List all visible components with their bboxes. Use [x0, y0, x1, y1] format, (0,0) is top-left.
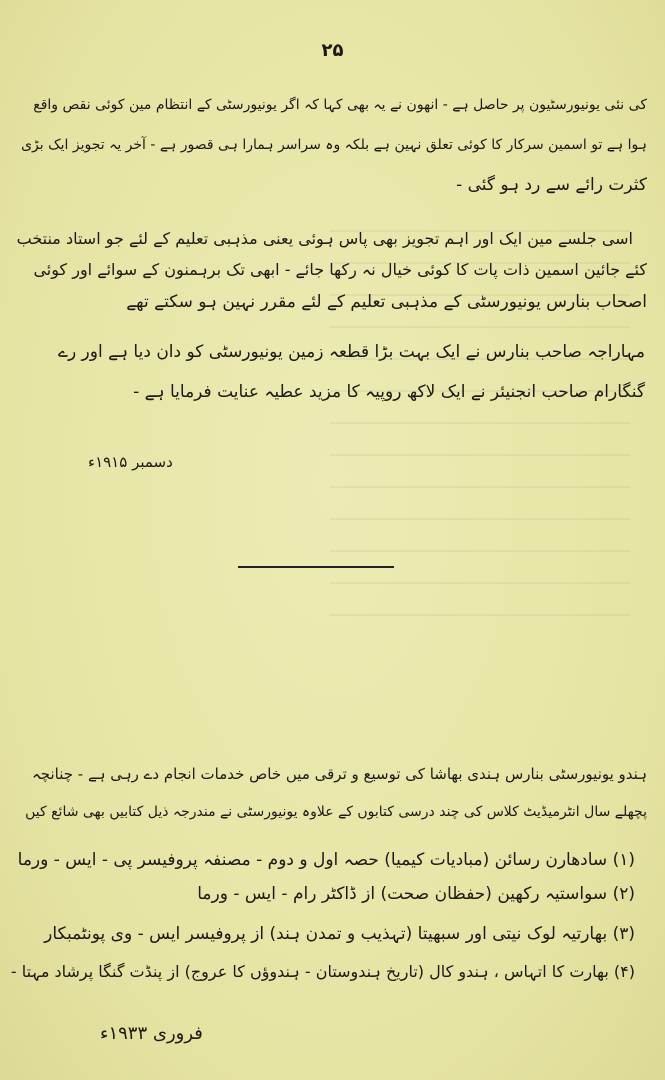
paragraph-line: مہاراجہ صاحب بنارس نے ایک بہت بڑا قطعہ زمین یونیورسٹی کو دان دیا ہے اور رے: [57, 342, 645, 362]
date-signature: فروری ۱۹۳۳ء: [100, 1023, 203, 1044]
paragraph-line: کی نئی یونیورسٹیون پر حاصل ہے - انھون نے یہ بھی کہا کہ اگر یونیورسٹی کے انتظام مین کوئی نقص واقع: [33, 97, 647, 113]
list-item: (۲) سواستیہ رکھین (حفظان صحت) از ڈاکٹر رام - ایس - ورما: [197, 884, 635, 904]
paragraph-line: اصحاب بنارس یونیورسٹی کے مذہبی تعلیم کے لئے مقرر نہین ہو سکتے تھے: [126, 292, 647, 312]
paragraph-line: کثرت رائے سے رد ہو گئی -: [456, 175, 647, 195]
paragraph-line: کئے جائین اسمین ذات پات کا کوئی خیال نہ رکھا جائے - ابھی تک برہمنون کے سوائے اور کوئی: [33, 260, 647, 279]
paragraph-line: ہوا ہے تو اسمین سرکار کا کوئی تعلق نہین ہے بلکہ وہ سراسر ہمارا ہی قصور ہے - آخر یہ تجویز ایک بڑی: [21, 137, 647, 153]
paragraph-line: پچھلے سال انٹرمیڈیٹ کلاس کی چند درسی کتابوں کے علاوہ یونیورسٹی نے مندرجہ ذیل کتابیں بھی شائع کیں: [25, 804, 647, 820]
paragraph-line: اسی جلسے مین ایک اور اہم تجویز بھی پاس ہوئی یعنی مذہبی تعلیم کے لئے جو استاد منتخب: [16, 229, 633, 248]
paragraph-line: ہندو یونیورسٹی بنارس ہندی بھاشا کی توسیع و ترقی میں خاص خدمات انجام دے رہی ہے - چنانچہ: [32, 765, 647, 783]
list-item: (۱) سادھارن رسائن (مبادیات کیمیا) حصہ اول و دوم - مصنفہ پروفیسر پی - ایس - ورما: [17, 850, 635, 870]
section-divider: [238, 566, 394, 568]
list-item: (۳) بھارتیہ لوک نیتی اور سبھیتا (تہذیب و تمدن ہند) از پروفیسر ایس - وی پونٹمبکار: [44, 924, 635, 944]
list-item: (۴) بھارت کا اتہاس ، ہندو کال (تاریخ ہندوستان - ہندوؤں کا عروج) از پنڈت گنگا پرشاد مہتا -: [10, 962, 635, 981]
date-signature: دسمبر ۱۹۱۵ء: [88, 453, 173, 471]
paragraph-line: گنگارام صاحب انجنیئر نے ایک لاکھ روپیہ کا مزید عطیہ عنایت فرمایا ہے -: [133, 382, 645, 402]
page-number: ۲۵: [321, 40, 344, 61]
